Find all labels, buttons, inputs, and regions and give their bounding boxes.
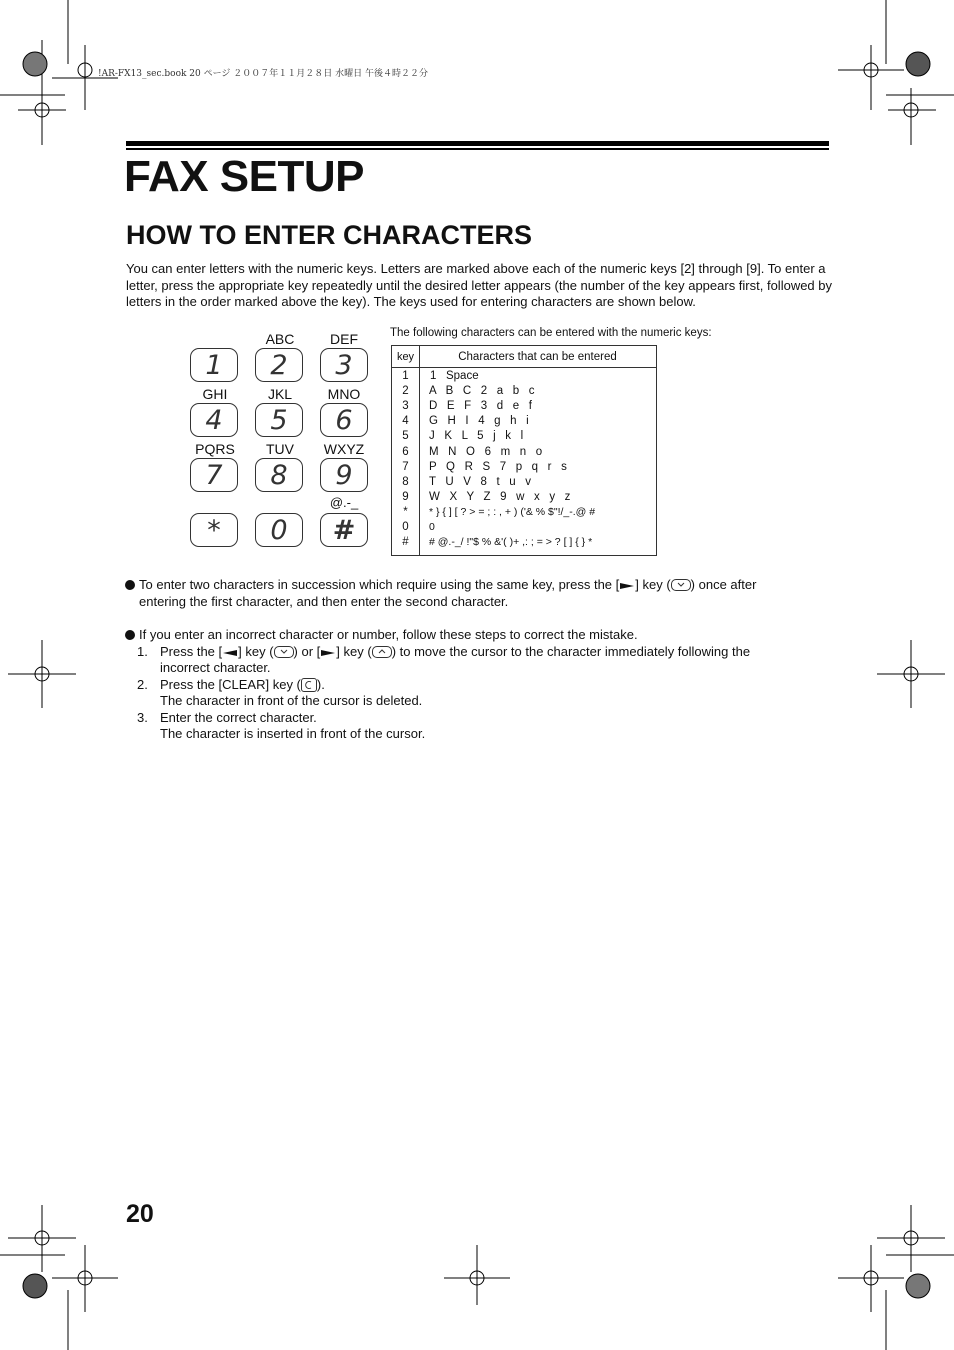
character-table	[391, 345, 657, 556]
table-cell-chars: 0	[429, 521, 435, 533]
intro-paragraph: You can enter letters with the numeric keys. Letters are marked above each of the numeric keys [2] through [9]. To enter a letter, press the appropriate key repeatedly until the desired letter appears (the number of the key appears first, followed by letters in the order marked above the key). The keys used for entering characters are shown below.	[126, 261, 833, 309]
keypad-key-star: *	[190, 513, 238, 547]
step-1-text-b: ] key (	[238, 644, 274, 659]
keypad-key-6: 6	[320, 403, 368, 437]
down-key-icon	[274, 646, 294, 658]
table-column-divider	[419, 367, 420, 555]
key-letters-3: DEF	[330, 331, 358, 347]
table-cell-chars: # @.-_/ !"$ % &'( )+ ,: ; = > ? [ ] { } *	[429, 536, 593, 549]
step-1-text-c: ) or [	[293, 644, 321, 659]
left-arrow-icon	[222, 648, 238, 658]
step-1-text-d: ] key (	[336, 644, 372, 659]
table-cell-key: 4	[402, 415, 409, 428]
bullet-1-text-b: ] key (	[635, 577, 671, 592]
file-header-note: !AR-FX13_sec.book 20 ページ ２００７年１１月２８日 水曜日 午後４時２２分	[98, 69, 429, 79]
step-3-line-2: The character is inserted in front of the cursor.	[160, 726, 426, 741]
keypad-key-8: 8	[255, 458, 303, 492]
table-cell-key: 0	[402, 521, 409, 533]
step-3-number: 3.	[137, 710, 148, 725]
step-2-line-1	[160, 677, 325, 694]
table-cell-chars: M N O 6 m n o	[429, 445, 543, 458]
key-letters-5: JKL	[267, 386, 293, 402]
step-1-text-e: ) to move the cursor to the character immediately following the	[391, 644, 751, 659]
keypad-key-2: 2	[255, 348, 303, 382]
right-arrow-icon	[619, 581, 635, 591]
clear-key-icon	[301, 678, 317, 692]
key-letters-9: WXYZ	[323, 441, 365, 457]
key-letters-2: ABC	[265, 331, 295, 347]
table-cell-chars: 1 Space	[430, 370, 479, 382]
keypad-key-0: 0	[255, 513, 303, 547]
step-1-line-2: incorrect character.	[160, 660, 271, 675]
down-key-icon	[671, 579, 691, 591]
table-cell-key: *	[403, 505, 408, 518]
table-cell-chars: D E F 3 d e f	[429, 400, 532, 413]
table-cell-chars: P Q R S 7 p q r s	[429, 460, 567, 473]
table-cell-key: #	[402, 536, 409, 549]
title-rule	[126, 141, 829, 146]
section-title: HOW TO ENTER CHARACTERS	[126, 220, 533, 250]
table-header-key: key	[392, 346, 420, 368]
table-cell-chars: T U V 8 t u v	[429, 475, 532, 488]
step-3-line-1: Enter the correct character.	[160, 710, 317, 725]
keypad-key-7: 7	[190, 458, 238, 492]
step-2-text-a: Press the [CLEAR] key (	[160, 677, 301, 692]
bullet-dot	[125, 630, 135, 640]
table-caption: The following characters can be entered with the numeric keys:	[390, 327, 712, 339]
table-cell-key: 8	[402, 475, 409, 488]
keypad-key-hash: #	[320, 513, 368, 547]
title-rule-thin	[126, 148, 829, 150]
table-cell-key: 6	[402, 445, 409, 458]
keypad-key-5: 5	[255, 403, 303, 437]
table-cell-chars: G H I 4 g h i	[429, 415, 529, 428]
key-letters-4: GHI	[202, 386, 228, 402]
keypad-key-1: 1	[190, 348, 238, 382]
keypad-key-4: 4	[190, 403, 238, 437]
bullet-1-text-a: To enter two characters in succession which require using the same key, press the [	[139, 577, 620, 592]
step-2-line-2: The character in front of the cursor is deleted.	[160, 693, 423, 708]
step-1-text-a: Press the [	[160, 644, 223, 659]
step-2-number: 2.	[137, 677, 148, 692]
keypad-key-3: 3	[320, 348, 368, 382]
bullet-2-intro: If you enter an incorrect character or number, follow these steps to correct the mistake.	[139, 627, 638, 642]
bullet-1-text-c: ) once after	[690, 577, 757, 592]
table-cell-chars: J K L 5 j k l	[429, 430, 524, 443]
table-cell-key: 2	[402, 385, 409, 398]
key-letters-8: TUV	[266, 441, 294, 457]
table-cell-key: 5	[402, 430, 409, 443]
keypad-key-9: 9	[320, 458, 368, 492]
key-letters-hash: @.-_	[329, 495, 359, 510]
chapter-title: FAX SETUP	[124, 152, 364, 201]
key-letters-6: MNO	[327, 386, 361, 402]
table-cell-chars: W X Y Z 9 w x y z	[429, 490, 571, 503]
table-header-chars: Characters that can be entered	[419, 346, 656, 368]
table-cell-key: 7	[402, 460, 409, 473]
step-1-number: 1.	[137, 644, 148, 659]
table-cell-key: 3	[402, 400, 409, 413]
bullet-1-line-2: entering the first character, and then enter the second character.	[139, 594, 509, 609]
step-1-line-1	[160, 644, 750, 661]
bullet-1-line-1	[139, 577, 756, 594]
right-arrow-icon	[320, 648, 336, 658]
table-cell-key: 9	[402, 490, 409, 503]
up-key-icon	[372, 646, 392, 658]
table-cell-chars: A B C 2 a b c	[429, 385, 535, 398]
step-2-text-b: ).	[316, 677, 325, 692]
page-number: 20	[126, 1200, 154, 1228]
bullet-dot	[125, 580, 135, 590]
table-cell-key: 1	[402, 370, 409, 382]
table-cell-chars: * } { ] [ ? > = ; : , + ) ('& % $"!/_-.@ #	[429, 505, 596, 518]
key-letters-7: PQRS	[195, 441, 235, 457]
